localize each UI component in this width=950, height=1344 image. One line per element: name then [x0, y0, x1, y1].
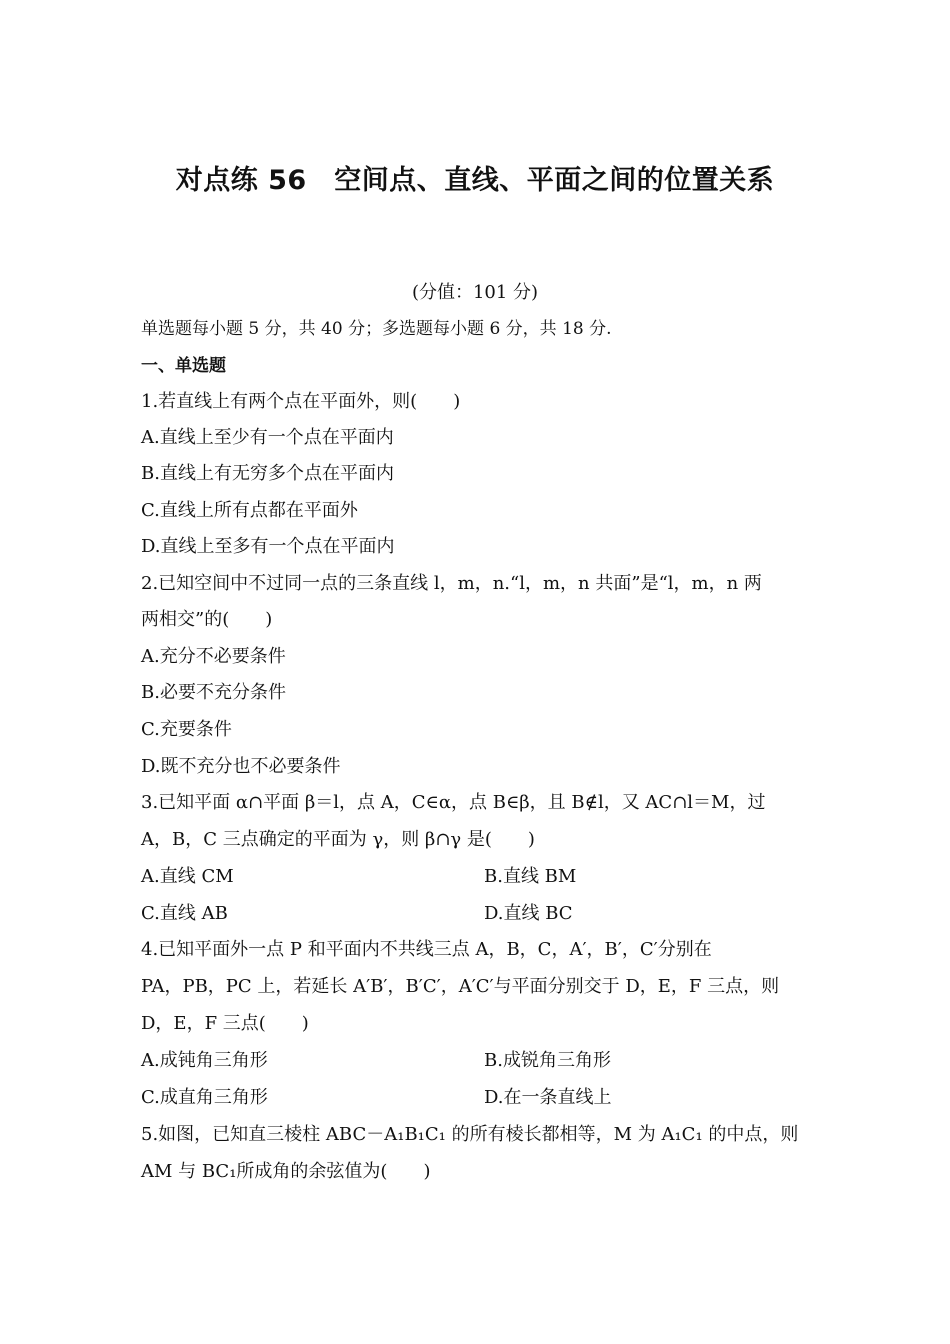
score-note: (分值：101 分) — [411, 282, 539, 303]
q5-stem-line1: 5.如图，已知直三棱柱 ABC－A₁B₁C₁ 的所有棱长都相等，M 为 A₁C₁ 的中点，则 — [141, 1124, 799, 1145]
q4-stem-line3: D，E，F 三点( ) — [141, 1013, 309, 1034]
q4-option-b: B.成锐角三角形 — [484, 1050, 611, 1071]
q1-option-c: C.直线上所有点都在平面外 — [141, 500, 358, 521]
q4-option-a: A.成钝角三角形 — [141, 1050, 268, 1071]
q3-option-d: D.直线 BC — [484, 903, 573, 924]
q2-option-c: C.充要条件 — [141, 719, 232, 740]
q2-option-a: A.充分不必要条件 — [141, 646, 286, 667]
q3-stem-line1: 3.已知平面 α∩平面 β＝l，点 A，C∈α，点 B∈β，且 B∉l，又 AC∩l＝M，过 — [141, 792, 766, 813]
q1-option-d: D.直线上至多有一个点在平面内 — [141, 536, 395, 557]
q3-option-c: C.直线 AB — [141, 903, 228, 924]
q4-stem-line2: PA，PB，PC 上，若延长 A′B′，B′C′，A′C′与平面分别交于 D，E，F 三点，则 — [141, 976, 780, 997]
q3-stem-line2: A，B，C 三点确定的平面为 γ，则 β∩γ 是( ) — [141, 829, 535, 850]
q2-stem-line2: 两相交”的( ) — [141, 609, 273, 630]
q4-option-d: D.在一条直线上 — [484, 1087, 612, 1108]
q1-option-a: A.直线上至少有一个点在平面内 — [141, 427, 394, 448]
q3-option-a: A.直线 CM — [141, 866, 234, 887]
q4-stem-line1: 4.已知平面外一点 P 和平面内不共线三点 A，B，C，A′，B′，C′分别在 — [141, 939, 712, 960]
q1-option-b: B.直线上有无穷多个点在平面内 — [141, 463, 394, 484]
instructions: 单选题每小题 5 分，共 40 分；多选题每小题 6 分，共 18 分. — [141, 319, 612, 339]
q3-option-b: B.直线 BM — [484, 866, 577, 887]
page-title: 对点练 56 空间点、直线、平面之间的位置关系 — [175, 165, 775, 196]
section-heading: 一、单选题 — [141, 356, 226, 376]
q5-stem-line2: AM 与 BC₁所成角的余弦值为( ) — [141, 1161, 431, 1182]
q2-option-b: B.必要不充分条件 — [141, 682, 286, 703]
q2-stem-line1: 2.已知空间中不过同一点的三条直线 l，m，n.“l，m，n 共面”是“l，m，n 两 — [141, 573, 762, 594]
q1-stem: 1.若直线上有两个点在平面外，则( ) — [141, 391, 461, 412]
q4-option-c: C.成直角三角形 — [141, 1087, 268, 1108]
q2-option-d: D.既不充分也不必要条件 — [141, 756, 341, 777]
